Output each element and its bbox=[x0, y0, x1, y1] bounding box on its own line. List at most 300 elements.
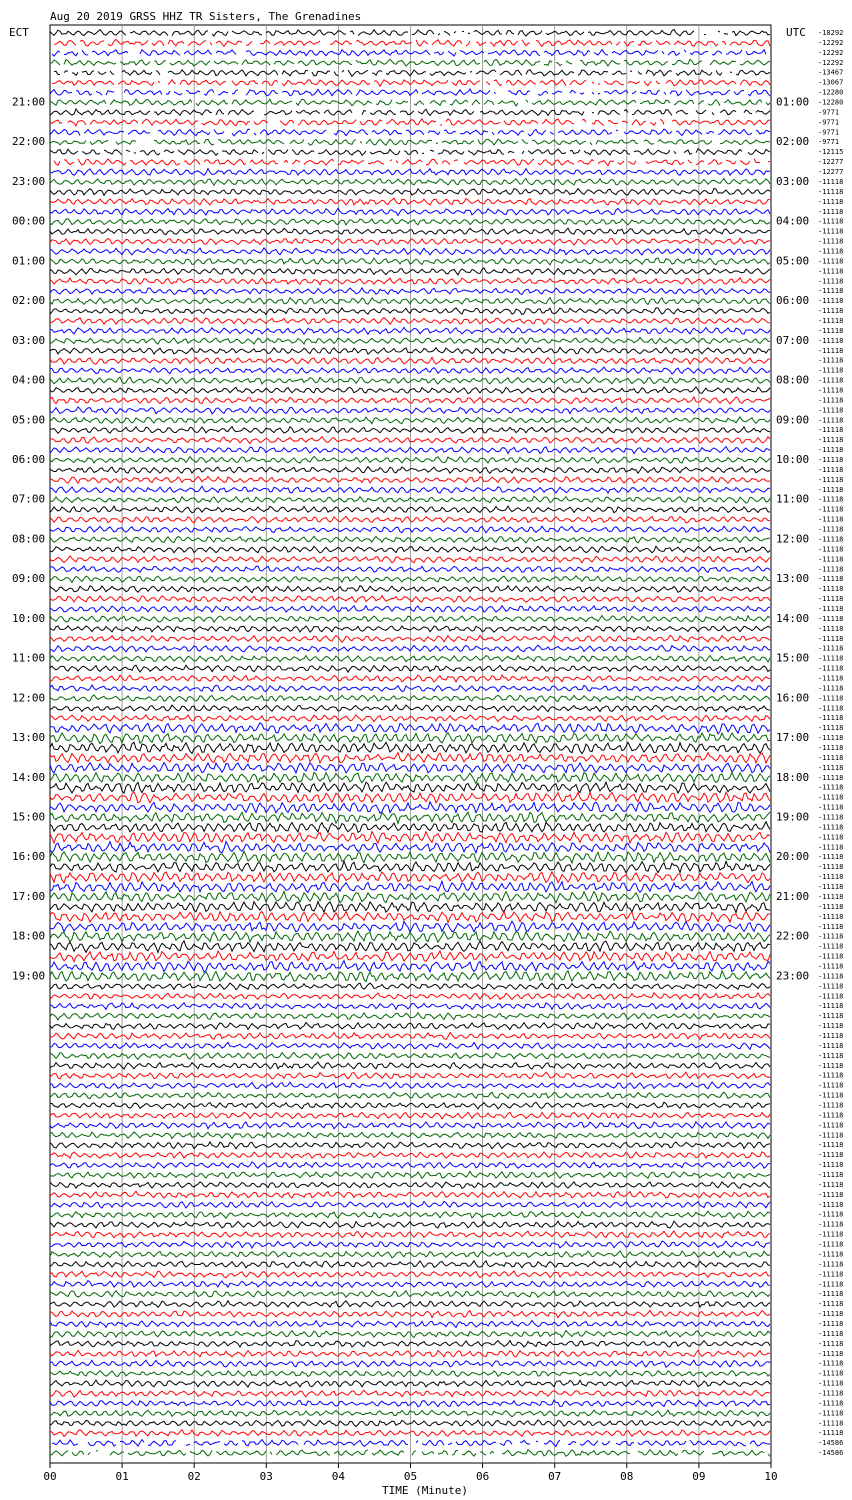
trace-122 bbox=[50, 1231, 770, 1238]
trace-64 bbox=[50, 655, 770, 662]
trace-offset-label: -11118 bbox=[818, 396, 844, 405]
trace-offset-label: -11118 bbox=[818, 257, 844, 266]
right-hour-label: 11:00 bbox=[776, 492, 810, 506]
trace-offset-label: -11118 bbox=[818, 1409, 844, 1418]
trace-offset-label: -12115 bbox=[818, 148, 844, 157]
trace-offset-label: -11118 bbox=[818, 644, 844, 653]
trace-100 bbox=[50, 1013, 770, 1020]
trace-offset-label: -12277 bbox=[818, 158, 844, 167]
trace-offset-label: -11118 bbox=[818, 1379, 844, 1388]
right-hour-label: 06:00 bbox=[776, 294, 810, 308]
trace-offset-label: -11118 bbox=[818, 416, 844, 425]
trace-offset-label: -11118 bbox=[818, 654, 844, 663]
trace-offset-label: -13467 bbox=[818, 68, 844, 77]
right-hour-labels bbox=[776, 96, 809, 983]
trace-77 bbox=[50, 782, 770, 793]
trace-offset-label: -12292 bbox=[818, 48, 844, 57]
trace-117 bbox=[50, 1182, 770, 1189]
trace-offset-label: -11118 bbox=[818, 376, 844, 385]
trace-131 bbox=[50, 1321, 770, 1328]
trace-offset-label: -9771 bbox=[818, 138, 840, 147]
right-hour-label: 15:00 bbox=[776, 651, 810, 665]
trace-69 bbox=[50, 705, 770, 712]
x-axis-label: TIME (Minute) bbox=[381, 1484, 469, 1497]
trace-13 bbox=[50, 149, 770, 156]
x-tick-label: 07 bbox=[548, 1470, 562, 1483]
trace-76 bbox=[50, 772, 770, 783]
trace-97 bbox=[50, 983, 770, 990]
left-hour-label: 09:00 bbox=[12, 572, 46, 586]
trace-130 bbox=[50, 1311, 770, 1318]
trace-73 bbox=[50, 742, 770, 753]
trace-50 bbox=[50, 516, 770, 523]
left-hour-label: 10:00 bbox=[12, 611, 46, 625]
trace-offset-label: -11118 bbox=[818, 1290, 844, 1299]
trace-28 bbox=[50, 298, 770, 305]
trace-80 bbox=[50, 812, 770, 823]
trace-offset-label: -11118 bbox=[818, 634, 844, 643]
trace-106 bbox=[50, 1072, 770, 1079]
trace-offset-label: -11118 bbox=[818, 892, 844, 901]
trace-offset-label: -11118 bbox=[818, 1111, 844, 1120]
trace-offset-label: -11118 bbox=[818, 1429, 844, 1438]
trace-116 bbox=[50, 1171, 770, 1178]
x-tick-label: 04 bbox=[331, 1470, 346, 1483]
trace-offset-label: -18292 bbox=[818, 29, 844, 37]
trace-27 bbox=[50, 288, 770, 295]
trace-57 bbox=[50, 586, 770, 593]
trace-2 bbox=[54, 39, 770, 46]
trace-offset-label: -11118 bbox=[818, 595, 844, 604]
trace-offset-label: -11118 bbox=[818, 237, 844, 246]
right-hour-label: 04:00 bbox=[776, 214, 810, 228]
trace-offset-label: -11118 bbox=[818, 843, 844, 852]
trace-12 bbox=[50, 139, 770, 145]
trace-offset-label: -11118 bbox=[818, 585, 844, 594]
trace-offset-label: -11118 bbox=[818, 773, 844, 782]
trace-offset-label: -9771 bbox=[818, 128, 840, 137]
trace-offset-label: -11118 bbox=[818, 177, 844, 186]
trace-134 bbox=[50, 1350, 770, 1357]
trace-119 bbox=[50, 1201, 770, 1208]
trace-61 bbox=[50, 626, 770, 632]
trace-offset-label: -14586 bbox=[818, 1439, 844, 1448]
trace-offset-label: -11118 bbox=[818, 922, 844, 931]
trace-101 bbox=[50, 1023, 770, 1030]
trace-126 bbox=[50, 1271, 770, 1278]
trace-22 bbox=[50, 238, 770, 245]
trace-142 bbox=[50, 1430, 770, 1437]
trace-115 bbox=[50, 1162, 770, 1168]
right-hour-label: 21:00 bbox=[776, 889, 810, 903]
trace-offset-label: -11118 bbox=[818, 624, 844, 633]
x-tick-label: 00 bbox=[43, 1470, 57, 1483]
trace-offset-label: -11118 bbox=[818, 604, 844, 613]
trace-79 bbox=[50, 802, 770, 813]
trace-11 bbox=[50, 129, 770, 136]
trace-128 bbox=[50, 1291, 770, 1298]
trace-91 bbox=[50, 921, 770, 932]
trace-offset-label: -11118 bbox=[818, 704, 844, 713]
trace-offset-label: -11118 bbox=[818, 1310, 844, 1319]
trace-112 bbox=[50, 1132, 770, 1139]
trace-47 bbox=[50, 486, 770, 493]
trace-29 bbox=[50, 308, 770, 315]
trace-offset-label: -11118 bbox=[818, 297, 844, 306]
trace-123 bbox=[50, 1241, 770, 1248]
trace-offset-label: -11118 bbox=[818, 436, 844, 445]
trace-offset-label: -11118 bbox=[818, 1101, 844, 1110]
right-hour-label: 23:00 bbox=[776, 969, 810, 983]
trace-offset-label: -11118 bbox=[818, 575, 844, 584]
trace-offset-label: -11118 bbox=[818, 714, 844, 723]
trace-35 bbox=[50, 367, 770, 374]
trace-offset-label: -11118 bbox=[818, 912, 844, 921]
left-hour-label: 17:00 bbox=[12, 889, 46, 903]
trace-offset-label: -11118 bbox=[818, 932, 844, 941]
trace-offset-label: -11118 bbox=[818, 356, 844, 365]
left-hour-label: 08:00 bbox=[12, 532, 46, 546]
right-hour-label: 05:00 bbox=[776, 254, 810, 268]
trace-offset-label: -11118 bbox=[818, 1369, 844, 1378]
trace-offset-label: -11118 bbox=[818, 217, 844, 226]
trace-32 bbox=[50, 337, 770, 344]
x-tick-label: 02 bbox=[187, 1470, 201, 1483]
left-hour-label: 18:00 bbox=[12, 929, 46, 943]
right-hour-label: 12:00 bbox=[776, 532, 810, 546]
trace-25 bbox=[50, 268, 770, 275]
trace-54 bbox=[50, 556, 770, 563]
trace-41 bbox=[50, 427, 770, 434]
trace-20 bbox=[50, 219, 770, 225]
trace-offset-label: -11118 bbox=[818, 744, 844, 752]
left-timezone-label: ECT bbox=[9, 26, 29, 39]
trace-96 bbox=[50, 971, 770, 982]
trace-offset-label: -11118 bbox=[818, 1151, 844, 1160]
trace-36 bbox=[50, 377, 770, 384]
trace-offset-label: -11118 bbox=[818, 1270, 844, 1279]
trace-121 bbox=[50, 1221, 770, 1228]
trace-offset-label: -11118 bbox=[818, 952, 844, 961]
right-timezone-label: UTC bbox=[786, 26, 806, 39]
trace-offset-label: -11118 bbox=[818, 346, 844, 355]
left-hour-label: 13:00 bbox=[12, 731, 46, 745]
trace-offset-label: -11118 bbox=[818, 565, 844, 574]
trace-offset-label: -11118 bbox=[818, 1329, 844, 1338]
trace-offset-label: -11118 bbox=[818, 316, 844, 325]
trace-113 bbox=[50, 1142, 770, 1149]
trace-offset-label: -11118 bbox=[818, 1061, 844, 1070]
trace-143 bbox=[52, 1440, 770, 1447]
trace-offset-label: -11118 bbox=[818, 247, 844, 256]
trace-127 bbox=[50, 1281, 770, 1288]
seismic-traces bbox=[50, 29, 770, 1456]
trace-offset-label: -11118 bbox=[818, 863, 844, 872]
trace-16 bbox=[50, 178, 770, 185]
left-hour-label: 19:00 bbox=[12, 969, 46, 983]
trace-44 bbox=[50, 457, 770, 464]
trace-133 bbox=[50, 1341, 770, 1348]
trace-141 bbox=[50, 1420, 770, 1427]
trace-19 bbox=[50, 208, 770, 215]
trace-offset-label: -11118 bbox=[818, 307, 844, 316]
trace-offset-label: -11118 bbox=[818, 823, 844, 832]
right-hour-label: 16:00 bbox=[776, 691, 810, 705]
trace-offset-label: -9771 bbox=[818, 108, 840, 117]
left-hour-label: 00:00 bbox=[12, 214, 46, 228]
trace-8 bbox=[50, 99, 770, 106]
trace-offset-label: -11118 bbox=[818, 664, 844, 673]
trace-offset-label: -11118 bbox=[818, 902, 844, 911]
trace-88 bbox=[50, 891, 770, 903]
left-hour-label: 05:00 bbox=[12, 413, 46, 427]
trace-65 bbox=[50, 665, 770, 672]
trace-7 bbox=[50, 89, 770, 96]
trace-offset-label: -11118 bbox=[818, 326, 844, 335]
trace-offset-label: -14586 bbox=[818, 1449, 844, 1458]
trace-offset-label: -11118 bbox=[818, 515, 844, 524]
trace-offset-label: -11118 bbox=[818, 1171, 844, 1180]
trace-offset-label: -11118 bbox=[818, 803, 844, 812]
trace-111 bbox=[50, 1122, 770, 1129]
trace-108 bbox=[50, 1092, 770, 1098]
trace-95 bbox=[50, 961, 770, 972]
trace-offset-label: -11118 bbox=[818, 1250, 844, 1259]
trace-offset-label: -11118 bbox=[818, 187, 844, 196]
trace-129 bbox=[50, 1301, 770, 1308]
x-tick-label: 10 bbox=[764, 1470, 778, 1483]
trace-4 bbox=[50, 59, 770, 66]
left-hour-label: 04:00 bbox=[12, 373, 46, 387]
trace-offset-label: -11118 bbox=[818, 1389, 844, 1398]
trace-38 bbox=[50, 397, 770, 404]
right-hour-label: 07:00 bbox=[776, 333, 810, 347]
trace-71 bbox=[50, 723, 770, 734]
trace-offset-label: -11118 bbox=[818, 873, 844, 882]
trace-offset-label: -11118 bbox=[818, 555, 844, 564]
right-hour-label: 20:00 bbox=[776, 850, 810, 864]
trace-55 bbox=[50, 566, 770, 572]
trace-offset-label: -9771 bbox=[818, 118, 840, 127]
trace-offset-label: -11118 bbox=[818, 992, 844, 1001]
left-hour-label: 22:00 bbox=[12, 135, 46, 149]
trace-offset-label: -11118 bbox=[818, 465, 844, 474]
trace-104 bbox=[50, 1053, 770, 1060]
trace-offset-label: -11118 bbox=[818, 1031, 844, 1040]
trace-offset-label: -11118 bbox=[818, 1121, 844, 1130]
trace-90 bbox=[50, 911, 770, 922]
trace-17 bbox=[50, 188, 770, 195]
trace-136 bbox=[50, 1370, 770, 1377]
trace-140 bbox=[50, 1410, 770, 1417]
trace-offset-label: -11118 bbox=[818, 1210, 844, 1219]
trace-offset-label: -11118 bbox=[818, 446, 844, 455]
trace-offset-label: -11118 bbox=[818, 1200, 844, 1209]
trace-18 bbox=[50, 198, 770, 205]
left-hour-label: 02:00 bbox=[12, 294, 46, 308]
trace-45 bbox=[50, 467, 770, 474]
trace-offset-label: -11118 bbox=[818, 1051, 844, 1060]
trace-72 bbox=[50, 733, 770, 744]
x-tick-label: 03 bbox=[259, 1470, 273, 1483]
trace-63 bbox=[50, 645, 770, 652]
trace-offset-label: -12280 bbox=[818, 98, 844, 107]
left-hour-label: 14:00 bbox=[12, 770, 46, 784]
trace-21 bbox=[50, 228, 770, 234]
trace-offset-label: -11118 bbox=[818, 1359, 844, 1368]
trace-offset-label: -11118 bbox=[818, 485, 844, 494]
trace-82 bbox=[50, 832, 770, 844]
chart-title: Aug 20 2019 GRSS HHZ TR Sisters, The Grenadines bbox=[50, 10, 362, 23]
trace-offset-label: -11118 bbox=[818, 207, 844, 216]
right-hour-label: 19:00 bbox=[776, 810, 810, 824]
left-hour-label: 16:00 bbox=[12, 850, 46, 864]
trace-42 bbox=[50, 437, 770, 444]
trace-offset-label: -11118 bbox=[818, 1230, 844, 1239]
trace-offset-label: -11118 bbox=[818, 406, 844, 415]
trace-84 bbox=[50, 851, 770, 863]
trace-52 bbox=[50, 536, 770, 543]
trace-60 bbox=[50, 616, 770, 623]
trace-offset-label: -11118 bbox=[818, 426, 844, 435]
trace-offset-label: -11118 bbox=[818, 535, 844, 544]
right-hour-label: 09:00 bbox=[776, 413, 810, 427]
trace-offset-label: -11118 bbox=[818, 1260, 844, 1269]
trace-132 bbox=[50, 1331, 770, 1338]
trace-31 bbox=[50, 328, 770, 335]
trace-102 bbox=[50, 1033, 770, 1040]
trace-offset-label: -11118 bbox=[818, 277, 844, 286]
trace-offset-labels bbox=[818, 29, 843, 1457]
trace-6 bbox=[52, 80, 770, 87]
trace-offset-label: -11118 bbox=[818, 227, 844, 236]
trace-offset-label: -11118 bbox=[818, 763, 844, 772]
trace-offset-label: -11118 bbox=[818, 525, 844, 534]
trace-62 bbox=[50, 635, 770, 642]
left-hour-label: 01:00 bbox=[12, 254, 46, 268]
trace-offset-label: -12292 bbox=[818, 38, 844, 47]
trace-offset-label: -11118 bbox=[818, 793, 844, 802]
trace-offset-label: -11118 bbox=[818, 1240, 844, 1249]
trace-81 bbox=[50, 822, 770, 833]
x-tick-label: 09 bbox=[692, 1470, 706, 1483]
trace-offset-label: -11118 bbox=[818, 674, 844, 683]
trace-offset-label: -11118 bbox=[818, 962, 844, 971]
trace-70 bbox=[50, 715, 770, 722]
trace-23 bbox=[50, 248, 770, 255]
trace-109 bbox=[50, 1102, 770, 1109]
trace-offset-label: -11118 bbox=[818, 287, 844, 296]
trace-offset-label: -11118 bbox=[818, 813, 844, 822]
trace-1 bbox=[50, 29, 770, 36]
trace-87 bbox=[50, 881, 770, 892]
left-hour-label: 07:00 bbox=[12, 492, 46, 506]
trace-offset-label: -11118 bbox=[818, 753, 844, 762]
trace-67 bbox=[50, 685, 770, 692]
trace-offset-label: -11118 bbox=[818, 1300, 844, 1309]
trace-105 bbox=[50, 1062, 770, 1069]
trace-offset-label: -11118 bbox=[818, 456, 844, 465]
right-hour-label: 22:00 bbox=[776, 929, 810, 943]
trace-118 bbox=[50, 1191, 770, 1198]
trace-offset-label: -11118 bbox=[818, 1319, 844, 1328]
trace-3 bbox=[52, 50, 770, 57]
trace-offset-label: -11118 bbox=[818, 1220, 844, 1229]
trace-144 bbox=[50, 1450, 770, 1457]
trace-37 bbox=[50, 387, 770, 394]
trace-75 bbox=[50, 763, 770, 773]
trace-offset-label: -11118 bbox=[818, 1071, 844, 1080]
trace-offset-label: -11118 bbox=[818, 1012, 844, 1021]
trace-offset-label: -12277 bbox=[818, 168, 844, 177]
x-axis bbox=[43, 1463, 777, 1483]
trace-offset-label: -11118 bbox=[818, 734, 844, 743]
trace-98 bbox=[50, 993, 770, 1000]
trace-offset-label: -11118 bbox=[818, 982, 844, 991]
trace-68 bbox=[50, 695, 770, 702]
x-tick-label: 08 bbox=[620, 1470, 634, 1483]
trace-48 bbox=[50, 496, 770, 503]
trace-78 bbox=[50, 792, 770, 803]
trace-92 bbox=[50, 931, 770, 942]
trace-86 bbox=[50, 872, 770, 883]
trace-56 bbox=[50, 576, 770, 583]
trace-15 bbox=[50, 169, 770, 176]
right-hour-label: 13:00 bbox=[776, 572, 810, 586]
left-hour-label: 21:00 bbox=[12, 95, 46, 109]
trace-offset-label: -11118 bbox=[818, 942, 844, 951]
trace-103 bbox=[50, 1043, 770, 1050]
trace-93 bbox=[50, 941, 770, 953]
trace-34 bbox=[50, 357, 770, 364]
right-hour-label: 02:00 bbox=[776, 135, 810, 149]
right-hour-label: 14:00 bbox=[776, 611, 810, 625]
left-hour-label: 12:00 bbox=[12, 691, 46, 705]
trace-125 bbox=[50, 1261, 770, 1268]
trace-offset-label: -11118 bbox=[818, 853, 844, 862]
trace-107 bbox=[50, 1082, 770, 1089]
trace-59 bbox=[50, 606, 770, 612]
trace-offset-label: -11118 bbox=[818, 336, 844, 345]
trace-offset-label: -11118 bbox=[818, 1131, 844, 1140]
trace-51 bbox=[50, 526, 770, 533]
trace-offset-label: -11118 bbox=[818, 972, 844, 981]
right-hour-label: 03:00 bbox=[776, 174, 810, 188]
trace-49 bbox=[50, 506, 770, 513]
trace-33 bbox=[50, 347, 770, 354]
trace-offset-label: -11118 bbox=[818, 1161, 844, 1170]
trace-offset-label: -11118 bbox=[818, 1339, 844, 1348]
trace-10 bbox=[50, 119, 770, 126]
right-hour-label: 18:00 bbox=[776, 770, 810, 784]
trace-74 bbox=[50, 753, 770, 764]
trace-120 bbox=[50, 1211, 770, 1218]
trace-124 bbox=[50, 1251, 770, 1258]
trace-offset-label: -11118 bbox=[818, 495, 844, 504]
trace-offset-label: -11118 bbox=[818, 883, 844, 892]
trace-offset-label: -11118 bbox=[818, 505, 844, 514]
trace-24 bbox=[50, 258, 770, 265]
x-tick-label: 01 bbox=[115, 1470, 129, 1483]
trace-99 bbox=[50, 1003, 770, 1010]
trace-offset-label: -11118 bbox=[818, 1041, 844, 1050]
trace-offset-label: -11118 bbox=[818, 1002, 844, 1011]
trace-offset-label: -11118 bbox=[818, 1349, 844, 1358]
trace-39 bbox=[50, 407, 770, 414]
trace-26 bbox=[50, 278, 770, 285]
trace-58 bbox=[50, 596, 770, 603]
x-tick-label: 05 bbox=[403, 1470, 418, 1483]
